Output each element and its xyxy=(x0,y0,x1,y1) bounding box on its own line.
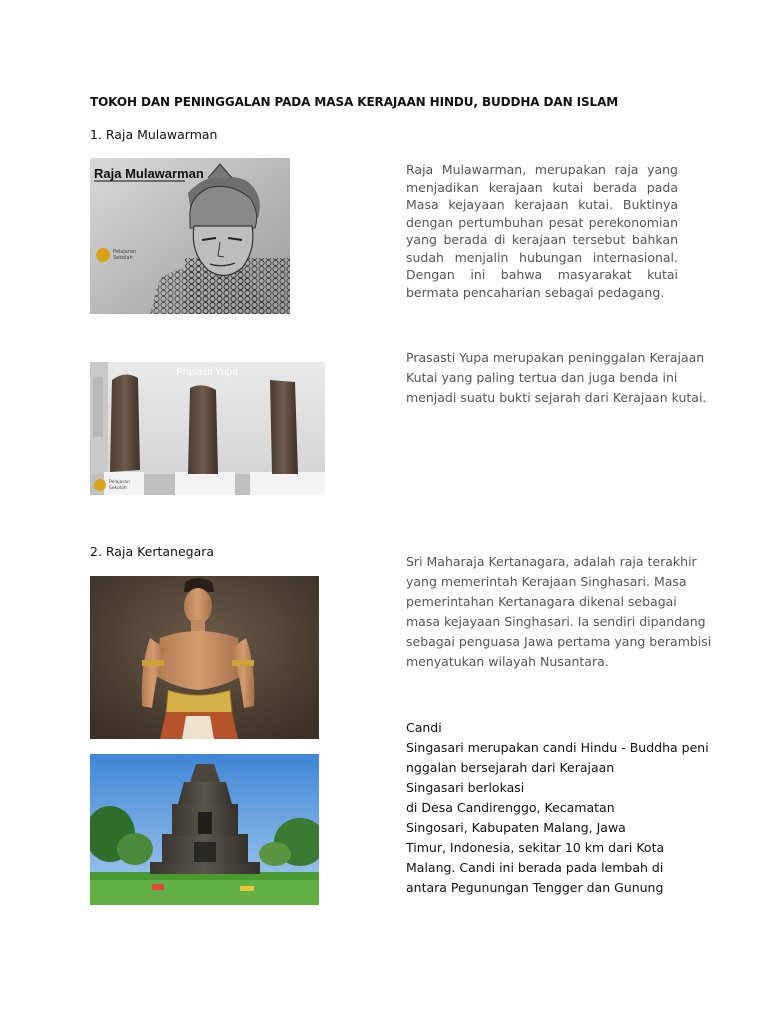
pelajaran-sekolah-logo-icon xyxy=(94,479,106,491)
paragraph-line: di Desa Candirenggo, Kecamatan xyxy=(406,800,615,815)
pelajaran-sekolah-logo-icon xyxy=(96,248,110,262)
paragraph-line: nggalan bersejarah dari Kerajaan xyxy=(406,760,615,775)
paragraph-kertanegara xyxy=(406,552,711,672)
paragraph-mulawarman: Raja Mulawarman, merupakan raja yang menjadikan kerajaan kutai berada pada Masa kejayaan kerajaan kutai. Buktinya dengan pertumbuhan pesat perekonomian yang berada di kerajaan tersebut bahkan sudah menjalin hubungan internasional. Dengan ini bahwa masyarakat kutai bermata pencaharian sebagai pedagang. xyxy=(406,162,678,300)
candi-singasari-illustration xyxy=(90,754,319,905)
paragraph-line: Kutai yang paling tertua dan juga benda ini xyxy=(406,370,678,385)
image-caption-prasasti-yupa: Prasasti Yupa xyxy=(176,367,238,378)
raja-kertanegara-image xyxy=(90,576,319,739)
paragraph-line: Sri Maharaja Kertanagara, adalah raja terakhir xyxy=(406,554,697,569)
paragraph-line: Singasari berlokasi xyxy=(406,780,525,795)
paragraph-line: Malang. Candi ini berada pada lembah di xyxy=(406,860,664,875)
logo-text-line-2: Sekolah xyxy=(109,486,127,491)
document-title: TOKOH DAN PENINGGALAN PADA MASA KERAJAAN HINDU, BUDDHA DAN ISLAM xyxy=(90,95,619,109)
paragraph-line: Singosari, Kabupaten Malang, Jawa xyxy=(406,820,626,835)
section-heading-mulawarman: 1. Raja Mulawarman xyxy=(90,127,218,142)
image-caption-mulawarman: Raja Mulawarman xyxy=(94,166,204,181)
paragraph-line: antara Pegunungan Tengger dan Gunung xyxy=(406,880,664,895)
raja-mulawarman-illustration xyxy=(90,158,290,314)
paragraph-line: Timur, Indonesia, sekitar 10 km dari Kota xyxy=(406,840,665,855)
raja-mulawarman-image xyxy=(90,158,290,314)
logo-text-line-1: Pelajaran xyxy=(113,249,137,255)
paragraph-line: menyatukan wilayah Nusantara. xyxy=(406,654,609,669)
raja-kertanegara-illustration xyxy=(90,576,319,739)
prasasti-yupa-illustration xyxy=(90,362,325,495)
logo-text-line-1: Pelajaran xyxy=(109,480,130,485)
paragraph-line: Singasari merupakan candi Hindu - Buddha peni xyxy=(406,740,709,755)
prasasti-yupa-image xyxy=(90,362,325,495)
logo-text-line-2: Sekolah xyxy=(113,255,133,261)
paragraph-line: Prasasti Yupa merupakan peninggalan Kerajaan xyxy=(406,350,705,365)
paragraph-line: yang memerintah Kerajaan Singhasari. Masa xyxy=(406,574,687,589)
paragraph-prasasti-yupa xyxy=(406,348,706,408)
section-heading-kertanegara: 2. Raja Kertanegara xyxy=(90,544,215,559)
paragraph-candi-singasari xyxy=(406,718,709,898)
paragraph-line: masa kejayaan Singhasari. Ia sendiri dipandang xyxy=(406,614,706,629)
paragraph-line: pemerintahan Kertanagara dikenal sebagai xyxy=(406,594,677,609)
candi-singasari-image xyxy=(90,754,319,905)
paragraph-line: menjadi suatu bukti sejarah dari Kerajaan kutai. xyxy=(406,390,707,405)
paragraph-line: Candi xyxy=(406,720,442,735)
paragraph-line: sebagai penguasa Jawa pertama yang berambisi xyxy=(406,634,712,649)
